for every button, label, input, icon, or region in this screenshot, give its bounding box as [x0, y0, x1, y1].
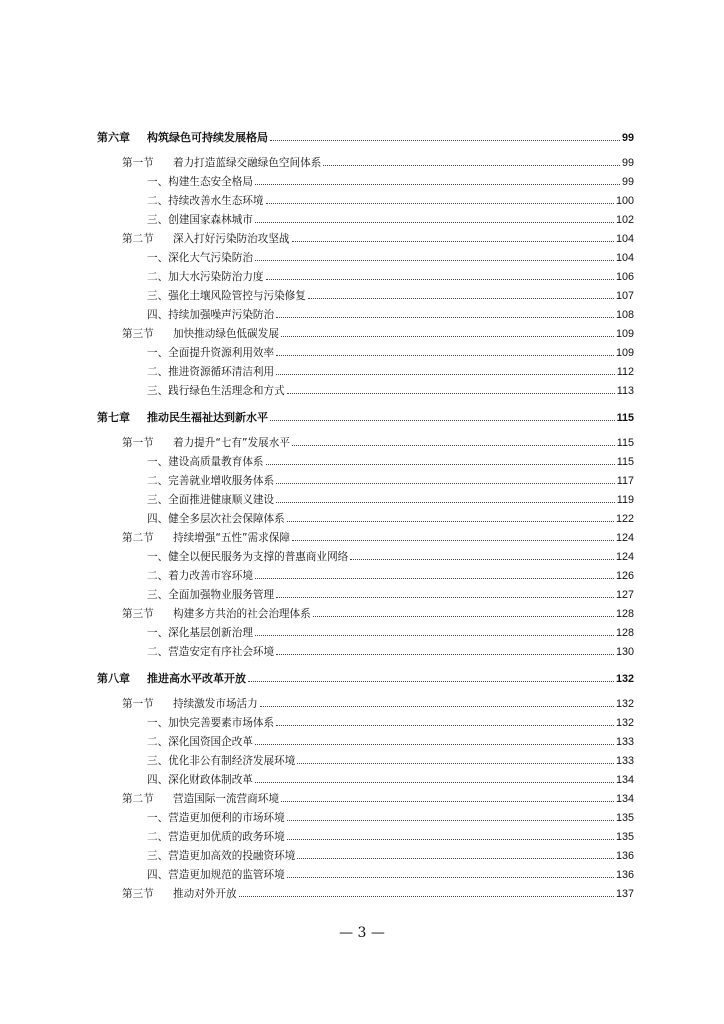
toc-page-number: 99 [621, 157, 634, 169]
toc-page-number: 115 [616, 456, 634, 468]
toc-item-row[interactable] [97, 640, 634, 659]
toc-page-number: 117 [616, 475, 634, 487]
toc-page-number: 134 [615, 774, 634, 786]
dot-leader [276, 374, 615, 375]
toc-item-row[interactable] [97, 170, 634, 189]
toc-entry-title: 四、持续加强噪声污染防治 [147, 309, 275, 321]
toc-entry-label [147, 474, 274, 488]
toc-entry-title: 着力打造蓝绿交融绿色空间体系 [173, 157, 322, 169]
toc-section-row[interactable] [97, 602, 634, 621]
toc-page-number: 119 [616, 494, 634, 506]
toc-entry-title: 一、全面提升资源利用效率 [147, 347, 275, 359]
toc-entry-title: 一、建设高质量教育体系 [147, 456, 264, 468]
page-number: — 3 — [339, 925, 385, 941]
toc-entry-label [147, 194, 264, 208]
toc-entry-number: 第二节 [122, 793, 154, 805]
toc-item-row[interactable] [97, 749, 634, 768]
toc-entry-title: 四、深化财政体制改革 [147, 774, 253, 786]
toc-section-row[interactable] [97, 882, 634, 901]
toc-page-number: 127 [615, 589, 634, 601]
toc-item-row[interactable] [97, 863, 634, 882]
toc-entry-label [147, 455, 264, 469]
toc-page-number: 133 [615, 755, 634, 767]
dot-leader [323, 165, 620, 166]
toc-entry-label [147, 716, 274, 730]
toc-entry-title: 深入打好污染防治攻坚战 [173, 233, 290, 245]
dot-leader [239, 896, 614, 897]
toc-entry-number: 第三节 [122, 888, 154, 900]
toc-entry-label [147, 811, 285, 825]
toc-section-row[interactable] [97, 322, 634, 341]
dot-leader [276, 725, 614, 726]
toc-page-number: 115 [616, 437, 634, 449]
toc-page-number: 135 [615, 831, 634, 843]
toc-entry-label [147, 735, 253, 749]
toc-entry-title: 推动对外开放 [173, 888, 237, 900]
toc-chapter-row[interactable] [97, 124, 634, 145]
toc-item-row[interactable] [97, 806, 634, 825]
toc-entry-label [147, 773, 253, 787]
dot-leader [248, 681, 614, 682]
toc-entry-title: 三、全面推进健康顺义建设 [147, 494, 275, 506]
toc-entry-label [147, 830, 285, 844]
toc-entry-label [97, 411, 268, 425]
toc-entry-label [147, 493, 274, 507]
toc-page-number: 132 [615, 673, 634, 685]
toc-entry-title: 二、深化国资国企改革 [147, 736, 253, 748]
dot-leader [266, 203, 614, 204]
toc-item-row[interactable] [97, 507, 634, 526]
toc-item-row[interactable] [97, 545, 634, 564]
dot-leader [255, 744, 614, 745]
toc-section-row[interactable] [97, 787, 634, 806]
toc-page-number: 132 [615, 717, 634, 729]
toc-entry-title: 二、持续改善水生态环境 [147, 195, 264, 207]
toc-entry-label [147, 365, 274, 379]
dot-leader [255, 222, 614, 223]
toc-page-number: 113 [616, 385, 634, 397]
toc-entry-label [122, 792, 279, 806]
toc-entry-number: 第三节 [122, 328, 154, 340]
toc-entry-label [147, 868, 285, 882]
dot-leader [313, 616, 614, 617]
toc-entry-label [147, 308, 274, 322]
toc-page-number: 115 [616, 412, 634, 424]
toc-item-row[interactable] [97, 450, 634, 469]
toc-page-number: 126 [615, 570, 634, 582]
toc-entry-label [147, 213, 253, 227]
toc-page-number: 104 [615, 252, 634, 264]
toc-page-number: 104 [615, 233, 634, 245]
toc-entry-number: 第六章 [97, 131, 130, 144]
toc-entry-title: 二、加大水污染防治力度 [147, 271, 264, 283]
dot-leader [281, 336, 614, 337]
toc-item-row[interactable] [97, 768, 634, 787]
toc-entry-label [147, 270, 264, 284]
toc-entry-number: 第七章 [97, 411, 130, 424]
toc-entry-label [147, 512, 285, 526]
dot-leader [297, 763, 614, 764]
toc-entry-label [122, 327, 279, 341]
toc-entry-title: 构筑绿色可持续发展格局 [147, 131, 268, 144]
toc-entry-title: 持续激发市场活力 [173, 698, 258, 710]
toc-entry-title: 一、深化基层创新治理 [147, 627, 253, 639]
dot-leader [260, 706, 614, 707]
toc-entry-label [147, 626, 253, 640]
toc-entry-title: 二、完善就业增收服务体系 [147, 475, 275, 487]
toc-entry-title: 一、深化大气污染防治 [147, 252, 253, 264]
toc-entry-title: 一、加快完善要素市场体系 [147, 717, 275, 729]
toc-entry-title: 持续增强“五性”需求保障 [173, 532, 290, 544]
toc-entry-title: 三、优化非公有制经济发展环境 [147, 755, 296, 767]
toc-entry-title: 二、着力改善市容环境 [147, 570, 253, 582]
toc-item-row[interactable] [97, 379, 634, 398]
toc-entry-title: 推动民生福祉达到新水平 [147, 411, 268, 424]
toc-page-number: 130 [615, 646, 634, 658]
toc-page-number: 109 [615, 328, 634, 340]
dot-leader [287, 820, 614, 821]
toc-entry-label [147, 569, 253, 583]
dot-leader [276, 483, 615, 484]
toc-entry-title: 二、营造更加优质的政务环境 [147, 831, 285, 843]
toc-entry-title: 三、创建国家森林城市 [147, 214, 253, 226]
toc-item-row[interactable] [97, 303, 634, 322]
dot-leader [292, 241, 614, 242]
toc-entry-title: 营造国际一流营商环境 [173, 793, 279, 805]
toc-entry-title: 三、营造更加高效的投融资环境 [147, 850, 296, 862]
toc-entry-title: 加快推动绿色低碳发展 [173, 328, 279, 340]
toc-entry-title: 一、健全以便民服务为支撑的普惠商业网络 [147, 551, 349, 563]
toc-item-row[interactable] [97, 189, 634, 208]
toc-item-row[interactable] [97, 265, 634, 284]
dot-leader [287, 877, 614, 878]
toc-page-number: 134 [615, 793, 634, 805]
dot-leader [255, 782, 614, 783]
toc-item-row[interactable] [97, 341, 634, 360]
dot-leader [255, 578, 614, 579]
toc-item-row[interactable] [97, 488, 634, 507]
dot-leader [255, 260, 614, 261]
toc-entry-title: 三、强化土壤风险管控与污染修复 [147, 290, 306, 302]
toc-item-row[interactable] [97, 730, 634, 749]
toc-entry-title: 构建多方共治的社会治理体系 [173, 608, 311, 620]
toc-item-row[interactable] [97, 844, 634, 863]
dot-leader [292, 445, 615, 446]
toc-entry-number: 第三节 [122, 608, 154, 620]
toc-entry-title: 四、营造更加规范的监管环境 [147, 869, 285, 881]
dot-leader [266, 464, 615, 465]
toc-entry-title: 四、健全多层次社会保障体系 [147, 513, 285, 525]
table-of-contents [97, 124, 634, 901]
toc-entry-label [147, 645, 274, 659]
toc-entry-label [147, 289, 306, 303]
dot-leader [287, 521, 614, 522]
toc-entry-title: 三、全面加强物业服务管理 [147, 589, 275, 601]
toc-entry-label [147, 346, 274, 360]
toc-entry-label [122, 232, 290, 246]
toc-entry-number: 第八章 [97, 672, 130, 685]
toc-page-number: 112 [616, 366, 634, 378]
toc-page-number: 133 [615, 736, 634, 748]
toc-section-row[interactable] [97, 151, 634, 170]
toc-entry-label [147, 384, 285, 398]
toc-entry-label [122, 531, 290, 545]
toc-item-row[interactable] [97, 621, 634, 640]
toc-item-row[interactable] [97, 284, 634, 303]
dot-leader [266, 279, 614, 280]
toc-entry-label [97, 672, 246, 686]
toc-page-number: 124 [615, 532, 634, 544]
dot-leader [287, 839, 614, 840]
toc-chapter-row[interactable] [97, 404, 634, 425]
toc-item-row[interactable] [97, 711, 634, 730]
toc-entry-label [122, 697, 258, 711]
toc-entry-title: 三、践行绿色生活理念和方式 [147, 385, 285, 397]
toc-item-row[interactable] [97, 469, 634, 488]
toc-entry-label [122, 156, 321, 170]
toc-page-number: 136 [615, 869, 634, 881]
toc-page-number: 102 [615, 214, 634, 226]
toc-item-row[interactable] [97, 246, 634, 265]
dot-leader [276, 317, 614, 318]
toc-entry-title: 一、营造更加便利的市场环境 [147, 812, 285, 824]
toc-entry-label [147, 588, 274, 602]
dot-leader [270, 420, 615, 421]
toc-page-number: 128 [615, 608, 634, 620]
toc-section-row[interactable] [97, 431, 634, 450]
toc-entry-label [147, 550, 348, 564]
toc-page-number: 109 [615, 347, 634, 359]
dot-leader [297, 858, 614, 859]
toc-entry-label [147, 251, 253, 265]
dot-leader [287, 393, 615, 394]
toc-page-number: 132 [615, 698, 634, 710]
toc-entry-number: 第一节 [122, 698, 154, 710]
dot-leader [281, 801, 614, 802]
toc-entry-title: 推进高水平改革开放 [147, 672, 246, 685]
toc-entry-label [147, 849, 295, 863]
toc-entry-title: 二、推进资源循环清洁利用 [147, 366, 275, 378]
dot-leader [276, 654, 614, 655]
dot-leader [255, 184, 620, 185]
dot-leader [350, 559, 614, 560]
toc-entry-label [147, 754, 295, 768]
toc-entry-number: 第二节 [122, 532, 154, 544]
toc-item-row[interactable] [97, 583, 634, 602]
toc-entry-label [122, 436, 290, 450]
toc-page-number: 135 [615, 812, 634, 824]
dot-leader [276, 597, 614, 598]
toc-page-number: 137 [615, 888, 634, 900]
toc-item-row[interactable] [97, 360, 634, 379]
dot-leader [276, 502, 615, 503]
toc-section-row[interactable] [97, 227, 634, 246]
toc-page-number: 124 [615, 551, 634, 563]
toc-entry-label [97, 131, 268, 145]
toc-page-number: 100 [615, 195, 634, 207]
toc-entry-number: 第一节 [122, 157, 154, 169]
toc-page-number: 106 [615, 271, 634, 283]
toc-entry-number: 第二节 [122, 233, 154, 245]
toc-page-number: 122 [615, 513, 634, 525]
toc-item-row[interactable] [97, 208, 634, 227]
toc-page-number: 128 [615, 627, 634, 639]
dot-leader [308, 298, 614, 299]
toc-entry-title: 着力提升“七有”发展水平 [173, 437, 290, 449]
dot-leader [276, 355, 614, 356]
dot-leader [292, 540, 614, 541]
toc-page-number: 99 [621, 132, 634, 144]
toc-entry-number: 第一节 [122, 437, 154, 449]
toc-entry-label [122, 887, 237, 901]
toc-page-number: 136 [615, 850, 634, 862]
toc-section-row[interactable] [97, 526, 634, 545]
toc-chapter-row[interactable] [97, 665, 634, 686]
toc-page-number: 99 [621, 176, 634, 188]
toc-entry-title: 一、构建生态安全格局 [147, 176, 253, 188]
toc-item-row[interactable] [97, 825, 634, 844]
dot-leader [270, 140, 620, 141]
toc-entry-title: 二、营造安定有序社会环境 [147, 646, 275, 658]
toc-section-row[interactable] [97, 692, 634, 711]
toc-page-number: 108 [615, 309, 634, 321]
dot-leader [255, 635, 614, 636]
toc-item-row[interactable] [97, 564, 634, 583]
toc-page-number: 107 [615, 290, 634, 302]
toc-entry-label [147, 175, 253, 189]
toc-entry-label [122, 607, 311, 621]
